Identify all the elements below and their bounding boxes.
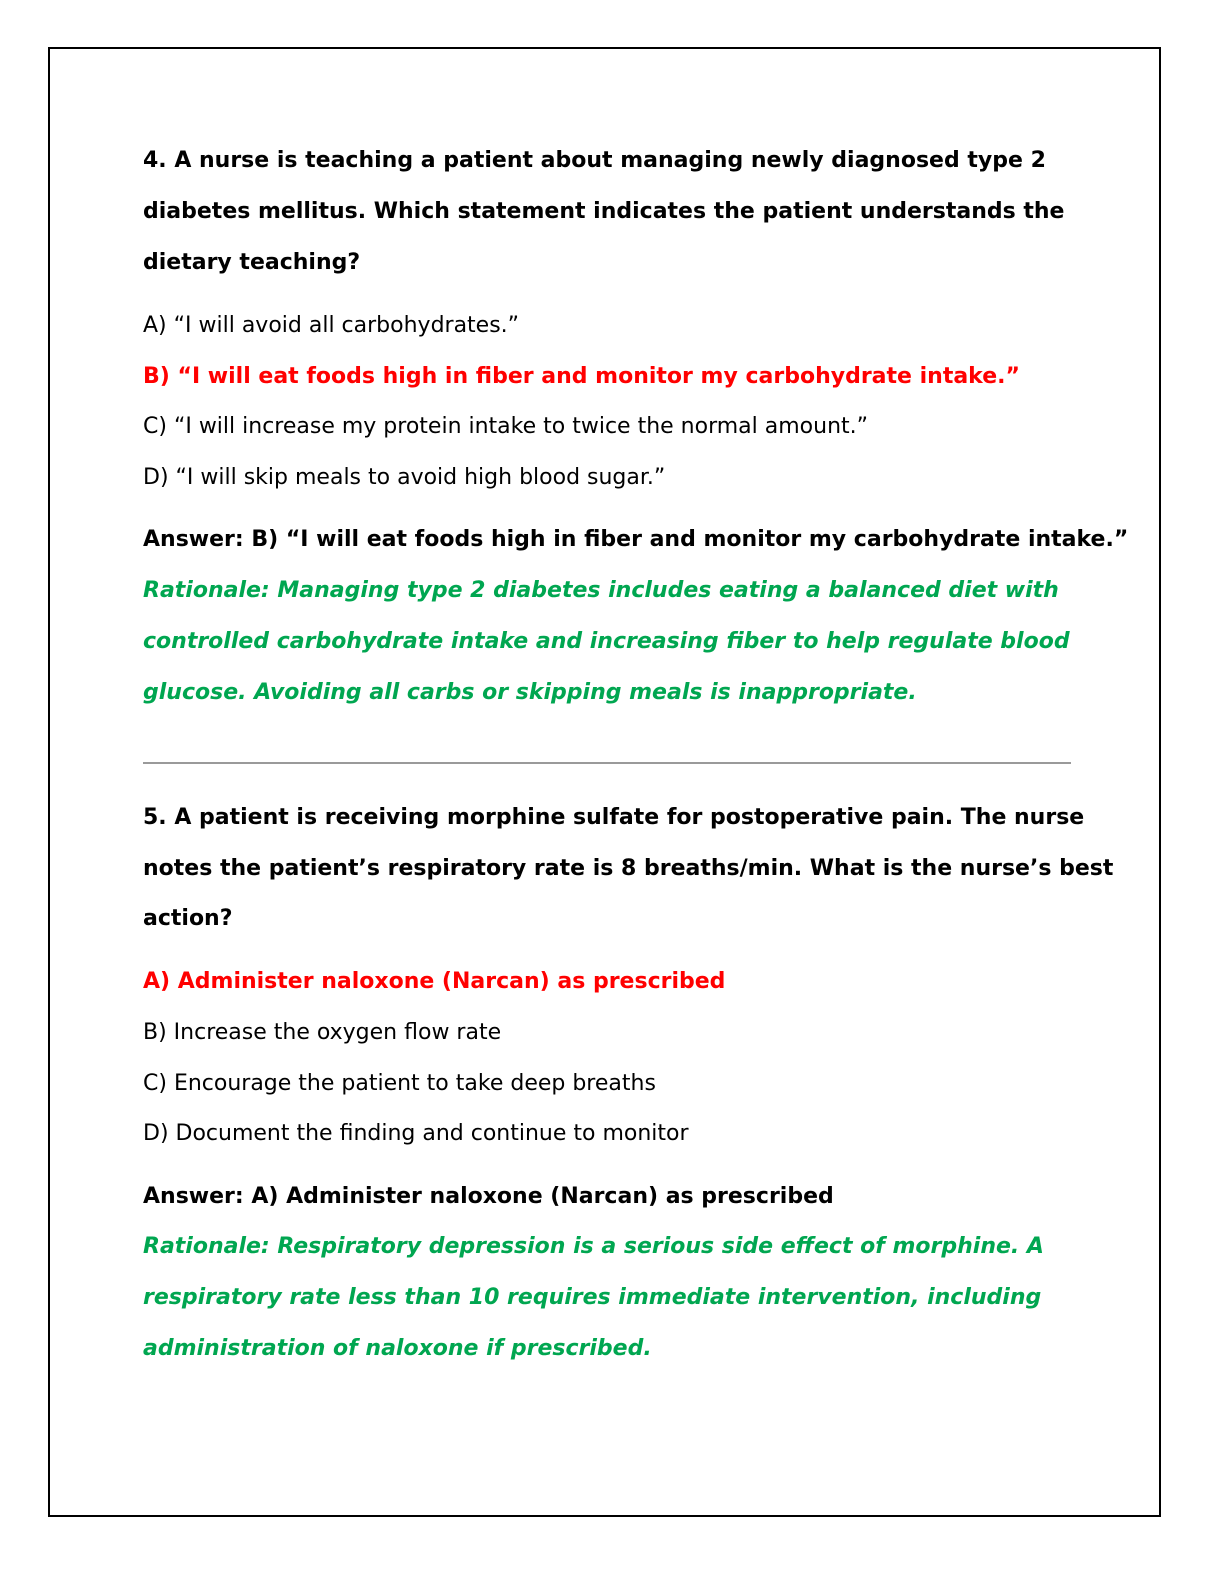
q5-rationale-line-1: Rationale: Respiratory depression is a serious side effect of morphine. A bbox=[143, 1234, 1044, 1259]
q4-option-a: A) “I will avoid all carbohydrates.” bbox=[143, 313, 520, 338]
q4-option-c: C) “I will increase my protein intake to twice the normal amount.” bbox=[143, 414, 869, 439]
q4-answer: Answer: B) “I will eat foods high in fiber and monitor my carbohydrate intake.” bbox=[143, 527, 1129, 552]
q5-option-c: C) Encourage the patient to take deep breaths bbox=[143, 1071, 656, 1096]
q4-stem-line-1: 4. A nurse is teaching a patient about managing newly diagnosed type 2 bbox=[143, 148, 1046, 173]
q5-rationale-line-3: administration of naloxone if prescribed. bbox=[143, 1336, 652, 1361]
q4-rationale-line-2: controlled carbohydrate intake and increasing fiber to help regulate blood bbox=[143, 629, 1070, 654]
q4-rationale-line-3: glucose. Avoiding all carbs or skipping meals is inappropriate. bbox=[143, 680, 917, 705]
q5-option-a-correct: A) Administer naloxone (Narcan) as prescribed bbox=[143, 969, 726, 994]
q5-stem-line-2: notes the patient’s respiratory rate is 8 breaths/min. What is the nurse’s best bbox=[143, 856, 1114, 881]
q5-option-d: D) Document the finding and continue to monitor bbox=[143, 1121, 689, 1146]
q4-rationale-line-1: Rationale: Managing type 2 diabetes includes eating a balanced diet with bbox=[143, 578, 1059, 603]
q5-answer: Answer: A) Administer naloxone (Narcan) as prescribed bbox=[143, 1184, 834, 1209]
q5-stem-line-1: 5. A patient is receiving morphine sulfate for postoperative pain. The nurse bbox=[143, 805, 1085, 830]
q4-stem-line-2: diabetes mellitus. Which statement indicates the patient understands the bbox=[143, 199, 1065, 224]
q5-stem-line-3: action? bbox=[143, 906, 233, 931]
q5-rationale-line-2: respiratory rate less than 10 requires immediate intervention, including bbox=[143, 1285, 1042, 1310]
q4-option-d: D) “I will skip meals to avoid high blood sugar.” bbox=[143, 465, 666, 490]
q5-option-b: B) Increase the oxygen flow rate bbox=[143, 1020, 502, 1045]
q4-stem-line-3: dietary teaching? bbox=[143, 250, 361, 275]
q4-option-b-correct: B) “I will eat foods high in fiber and monitor my carbohydrate intake.” bbox=[143, 364, 1020, 389]
section-divider bbox=[143, 762, 1071, 764]
